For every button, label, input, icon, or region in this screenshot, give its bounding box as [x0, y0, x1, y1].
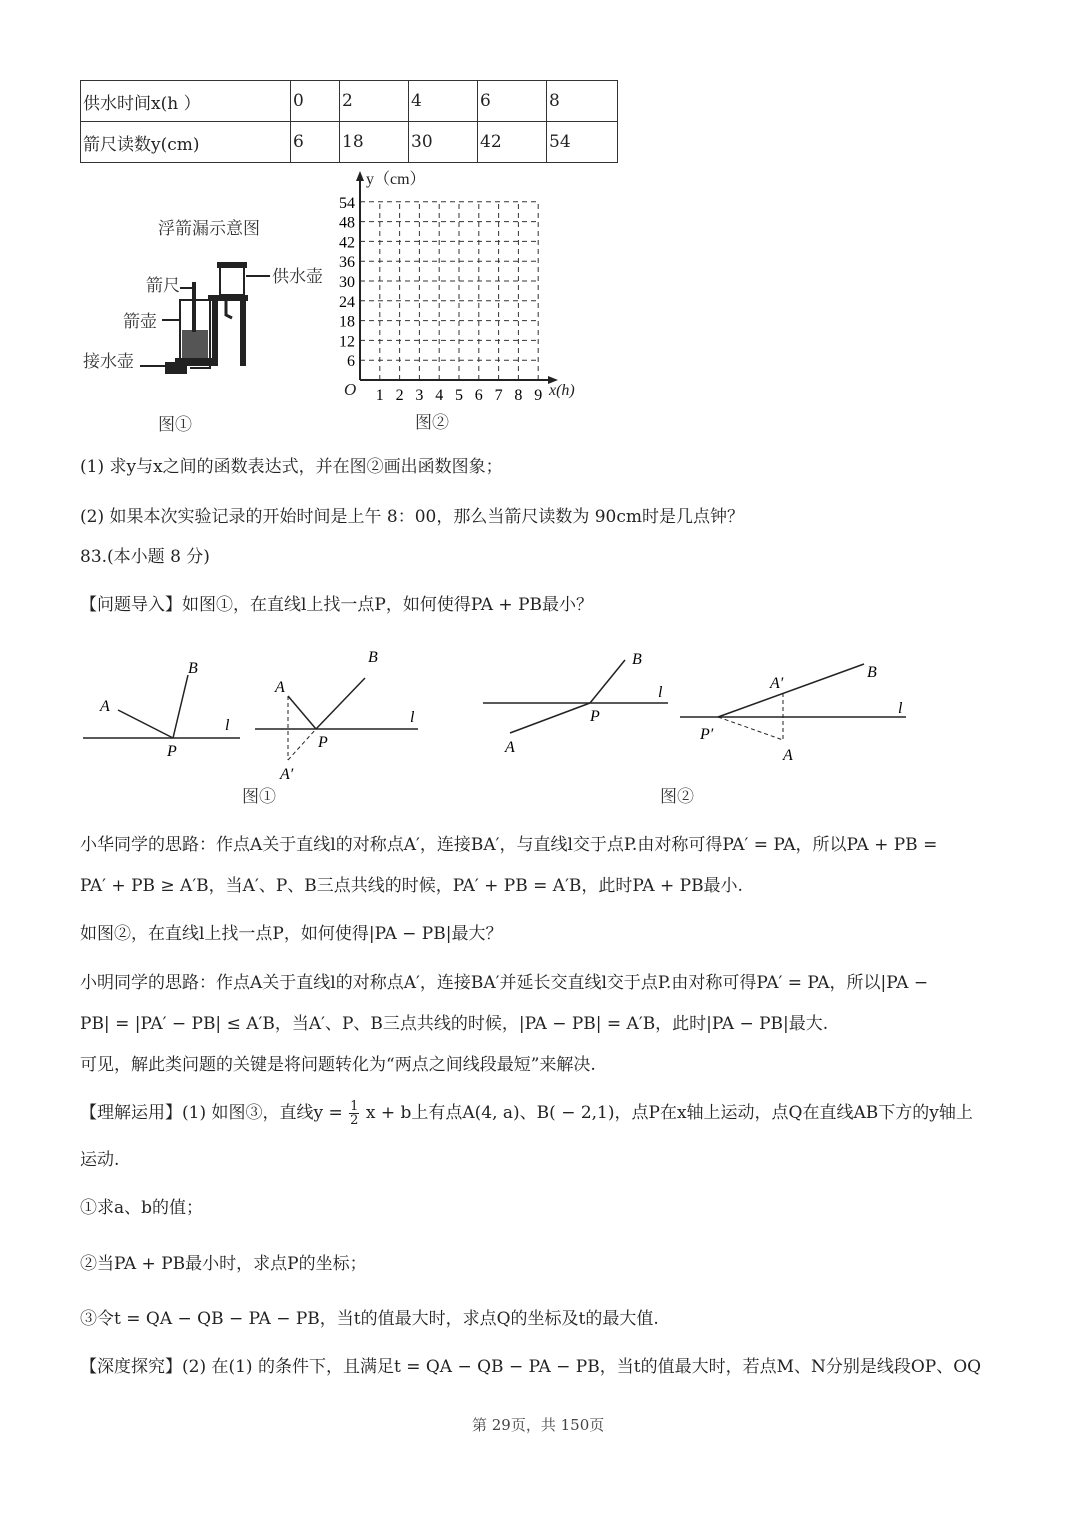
table-cell: 4 — [409, 81, 478, 122]
device-schematic-figure — [80, 200, 340, 440]
y-tick-label: 18 — [339, 313, 355, 331]
row-label: 箭尺读数y(cm) — [81, 122, 291, 163]
x-tick-label: 1 — [375, 387, 384, 404]
x-tick-label: 7 — [494, 387, 503, 404]
table-cell: 30 — [409, 122, 478, 163]
page-footer: 第 29页，共 150页 — [472, 1416, 605, 1434]
y-tick-label: 12 — [339, 333, 355, 351]
intro-paragraph: 【问题导入】如图①，在直线l上找一点P，如何使得PA + PB最小？ — [80, 595, 594, 615]
table-cell: 2 — [340, 81, 409, 122]
point-label-p: P — [590, 708, 600, 725]
table-cell: 42 — [478, 122, 547, 163]
fraction-numerator: 1 — [350, 1099, 359, 1114]
xiaohua-line-1: 小华同学的思路：作点A关于直线l的对称点A′，连接BA′，与直线l交于点P.由对称可得PA′ = PA，所以PA + PB = — [80, 835, 938, 855]
sub-question-3: ③令t = QA − QB − PA − PB，当t的值最大时，求点Q的坐标及t的最大值. — [80, 1309, 659, 1329]
point-label-a: A — [100, 698, 110, 715]
y-tick-label: 36 — [339, 254, 355, 272]
x-tick-label: 2 — [395, 387, 404, 404]
fig1-title: 浮箭漏示意图 — [158, 219, 260, 238]
y-axis-label: y（cm） — [366, 171, 426, 188]
point-label-a: A — [783, 747, 793, 764]
point-label-p: P — [167, 743, 177, 760]
y-tick-label: 48 — [339, 214, 355, 232]
figure-caption-1: 图① — [242, 787, 276, 806]
point-label-b: B — [632, 651, 642, 668]
question-2: (2) 如果本次实验记录的开始时间是上午 8：00，那么当箭尺读数为 90cm时是几点钟？ — [80, 507, 745, 527]
x-tick-label: 6 — [474, 387, 483, 404]
fraction-denominator: 2 — [350, 1113, 359, 1128]
apply-line-1 — [80, 1100, 973, 1127]
point-label-a: A — [275, 679, 285, 696]
sub-question-1: ①求a、b的值； — [80, 1198, 204, 1218]
x-tick-label: 5 — [455, 387, 463, 404]
label-receive: 接水壶 — [83, 352, 134, 371]
grid-lines — [360, 202, 538, 380]
data-table — [80, 80, 618, 163]
x-axis-label: x(h) — [549, 382, 575, 399]
y-tick-label: 24 — [339, 293, 355, 311]
apply-suffix: x + b上有点A(4, a)、B( − 2,1)，点P在x轴上运动，点Q在直线AB下方的y轴上 — [365, 1103, 973, 1123]
point-label-a-prime: A′ — [770, 675, 784, 692]
apply-line-2: 运动. — [80, 1150, 120, 1170]
point-label-b: B — [188, 660, 198, 677]
y-tick-label: 30 — [339, 274, 355, 291]
table-cell: 0 — [291, 81, 340, 122]
point-label-p-prime: P′ — [700, 726, 714, 743]
y-tick-label: 6 — [347, 353, 355, 371]
fig1-caption: 图① — [158, 415, 192, 434]
point-label-b: B — [867, 664, 877, 681]
xiaohua-line-2: PA′ + PB ≥ A′B，当A′、P、B三点共线的时候，PA′ + PB = A′B，此时PA + PB最小. — [80, 876, 743, 896]
summary-paragraph: 可见，解此类问题的关键是将问题转化为“两点之间线段最短”来解决. — [80, 1055, 596, 1075]
table-cell: 54 — [547, 122, 618, 163]
label-supply: 供水壶 — [272, 267, 323, 286]
point-label-a: A — [505, 739, 515, 756]
table-cell: 6 — [478, 81, 547, 122]
grid-figure — [330, 165, 590, 440]
deep-exploration: 【深度探究】(2) 在(1) 的条件下，且满足t = QA − QB − PA − PB，当t的值最大时，若点M、N分别是线段OP、OQ — [80, 1357, 982, 1377]
xiaoming-line-1: 小明同学的思路：作点A关于直线l的对称点A′，连接BA′并延长交直线l交于点P.由对称可得PA′ = PA，所以|PA − — [80, 973, 929, 993]
y-tick-label: 42 — [339, 234, 355, 252]
question-max-diff: 如图②，在直线l上找一点P，如何使得|PA − PB|最大？ — [80, 924, 503, 944]
table-row — [81, 81, 618, 122]
point-label-a-prime: A′ — [280, 766, 294, 783]
x-tick-label: 4 — [435, 387, 444, 404]
x-tick-label: 3 — [415, 387, 424, 404]
x-tick-label: 8 — [514, 387, 523, 404]
geometry-figures — [80, 640, 920, 820]
y-axis-arrow — [356, 171, 364, 181]
figure-caption-2: 图② — [660, 787, 694, 806]
line-label-l: l — [225, 717, 230, 734]
y-tick-label: 54 — [339, 194, 355, 212]
label-ruler: 箭尺 — [146, 276, 180, 295]
apply-prefix: 【理解运用】(1) 如图③，直线y = — [80, 1103, 343, 1123]
line-label-l: l — [658, 684, 663, 701]
table-row — [81, 122, 618, 163]
fraction-one-half — [349, 1100, 359, 1127]
line-label-l: l — [898, 700, 903, 717]
table-cell: 18 — [340, 122, 409, 163]
line-label-l: l — [410, 709, 415, 726]
point-label-p: P — [318, 734, 328, 751]
row-label: 供水时间x(h ） — [81, 81, 291, 122]
x-tick-label: 9 — [534, 387, 543, 404]
xiaoming-line-2: PB| = |PA′ − PB| ≤ A′B，当A′、P、B三点共线的时候，|PA − PB| = A′B，此时|PA − PB|最大. — [80, 1014, 829, 1034]
fig2-caption: 图② — [415, 413, 449, 432]
problem-83-header: 83.(本小题 8 分) — [80, 547, 210, 567]
label-pot: 箭壶 — [123, 312, 157, 331]
table-cell: 8 — [547, 81, 618, 122]
question-1: (1) 求y与x之间的函数表达式，并在图②画出函数图象； — [80, 457, 503, 477]
table-cell: 6 — [291, 122, 340, 163]
origin-label: O — [344, 380, 357, 399]
point-label-b: B — [368, 649, 378, 666]
sub-question-2: ②当PA + PB最小时，求点P的坐标； — [80, 1254, 367, 1274]
